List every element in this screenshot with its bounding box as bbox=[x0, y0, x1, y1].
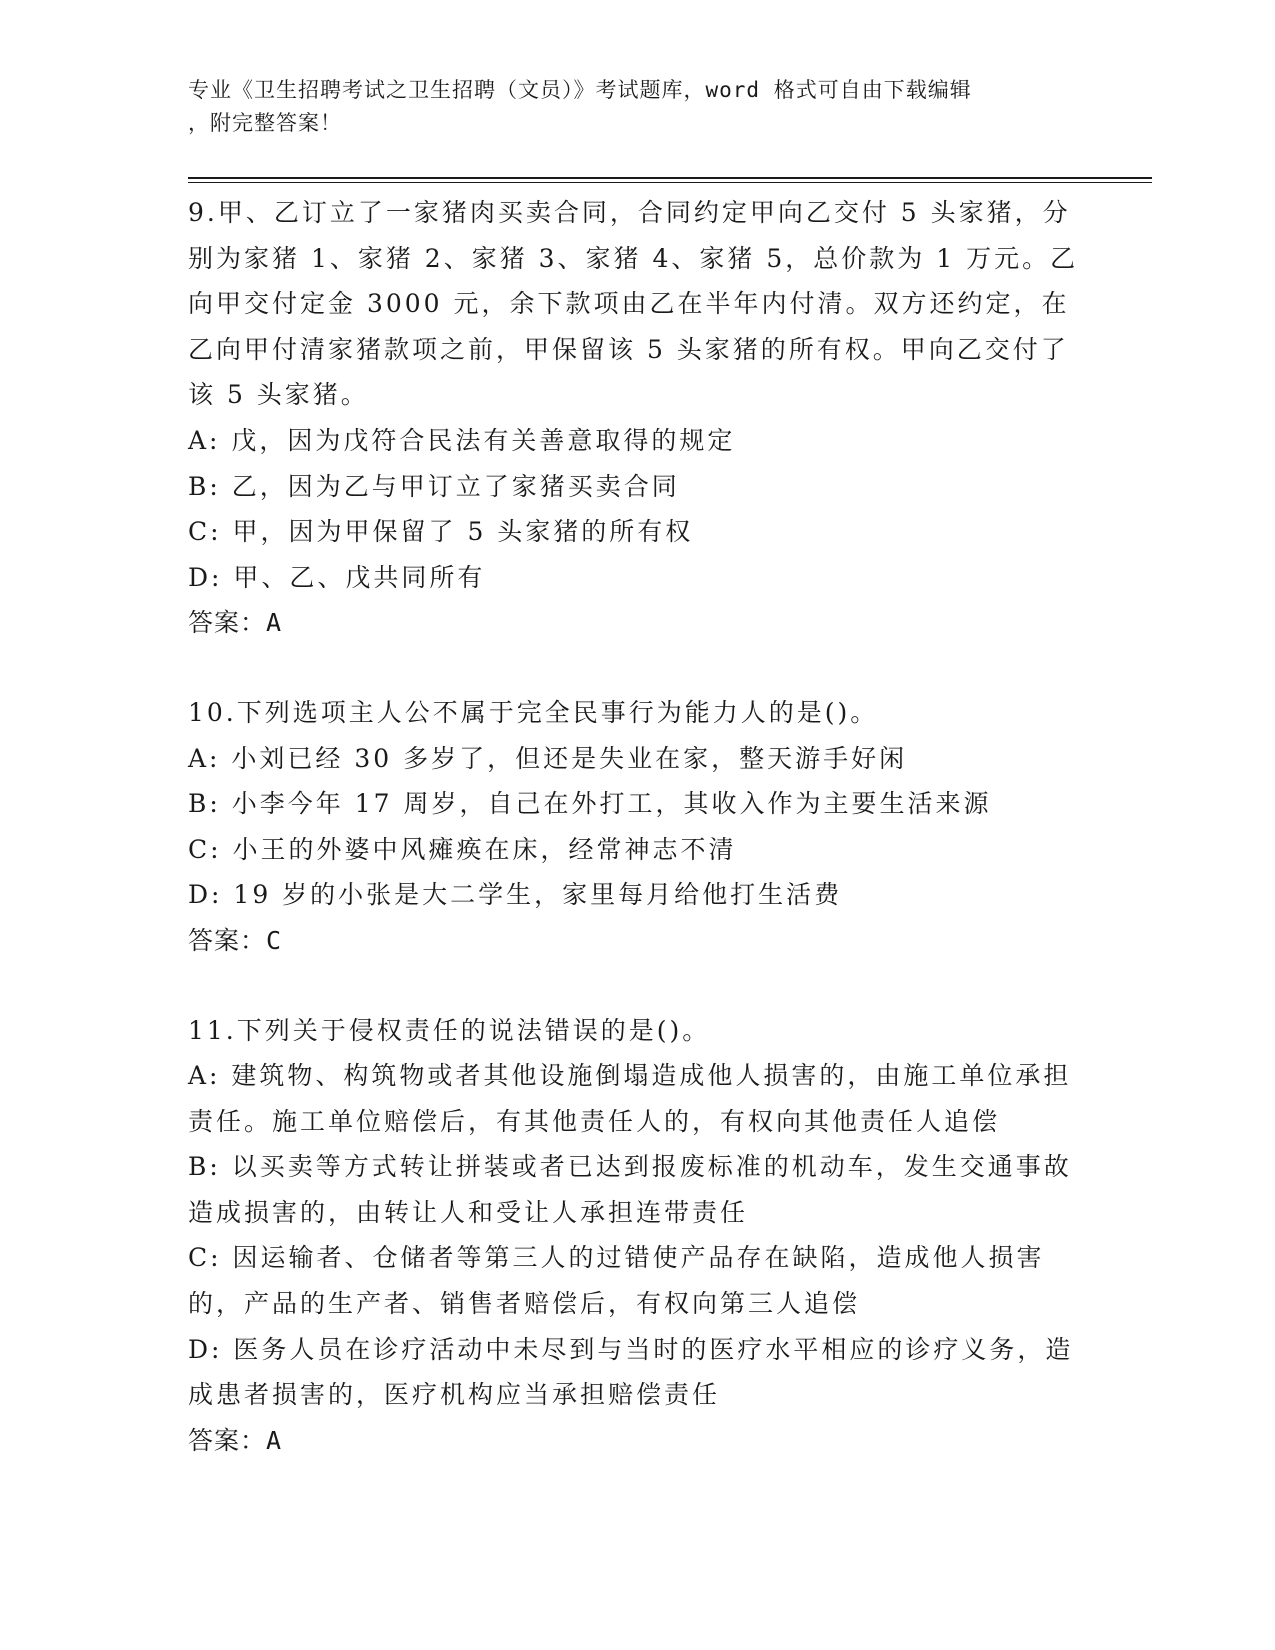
question-stem: 9.甲、乙订立了一家猪肉买卖合同，合同约定甲向乙交付 5 头家猪，分别为家猪 1、家猪 2、家猪 3、家猪 4、家猪 5，总价款为 1 万元。乙向甲交付定金 3000 元，余下款项由乙在半年内付清。双方还约定，在乙向甲付清家猪款项之前，甲保留该 5 头家猪的所有权。甲向乙交付了该 5 头家猪。 bbox=[188, 198, 1079, 410]
answer-line: 答案：C bbox=[188, 925, 283, 955]
header-divider-thin bbox=[188, 182, 1152, 183]
option-a: A: 戊，因为戊符合民法有关善意取得的规定 bbox=[188, 425, 736, 455]
option-c: C: 因运输者、仓储者等第三人的过错使产品存在缺陷，造成他人损害的，产品的生产者、销售者赔偿后，有权向第三人追偿 bbox=[188, 1243, 1045, 1319]
option-a: A: 建筑物、构筑物或者其他设施倒塌造成他人损害的，由施工单位承担责任。施工单位赔偿后，有其他责任人的，有权向其他责任人追偿 bbox=[188, 1061, 1072, 1136]
answer-line: 答案：A bbox=[188, 608, 283, 638]
question-9 bbox=[188, 190, 1088, 646]
question-10 bbox=[188, 690, 1088, 964]
option-b: B: 小李今年 17 周岁，自己在外打工，其收入作为主要生活来源 bbox=[188, 789, 992, 819]
header-divider-thick bbox=[188, 177, 1152, 179]
option-d: D: 医务人员在诊疗活动中未尽到与当时的医疗水平相应的诊疗义务，造成患者损害的，医疗机构应当承担赔偿责任 bbox=[188, 1334, 1074, 1410]
answer-line: 答案：A bbox=[188, 1425, 283, 1455]
option-c: C: 小王的外婆中风瘫痪在床，经常神志不清 bbox=[188, 834, 737, 864]
question-11 bbox=[188, 1008, 1088, 1464]
option-a: A: 小刘已经 30 多岁了，但还是失业在家，整天游手好闲 bbox=[188, 743, 908, 773]
document-header bbox=[188, 74, 1088, 140]
option-d: D: 19 岁的小张是大二学生，家里每月给他打生活费 bbox=[188, 880, 843, 910]
question-list bbox=[188, 190, 1088, 1507]
header-line-2: ，附完整答案！ bbox=[188, 111, 342, 135]
question-stem: 10.下列选项主人公不属于完全民事行为能力人的是()。 bbox=[188, 697, 879, 727]
option-b: B: 乙，因为乙与甲订立了家猪买卖合同 bbox=[188, 471, 680, 501]
question-stem: 11.下列关于侵权责任的说法错误的是()。 bbox=[188, 1015, 711, 1045]
option-b: B: 以买卖等方式转让拼装或者已达到报废标准的机动车，发生交通事故造成损害的，由转让人和受让人承担连带责任 bbox=[188, 1152, 1072, 1227]
option-d: D: 甲、乙、戊共同所有 bbox=[188, 562, 486, 592]
option-c: C: 甲，因为甲保留了 5 头家猪的所有权 bbox=[188, 517, 694, 547]
header-line-1: 专业《卫生招聘考试之卫生招聘（文员）》考试题库，word 格式可自由下载编辑 bbox=[188, 78, 972, 102]
